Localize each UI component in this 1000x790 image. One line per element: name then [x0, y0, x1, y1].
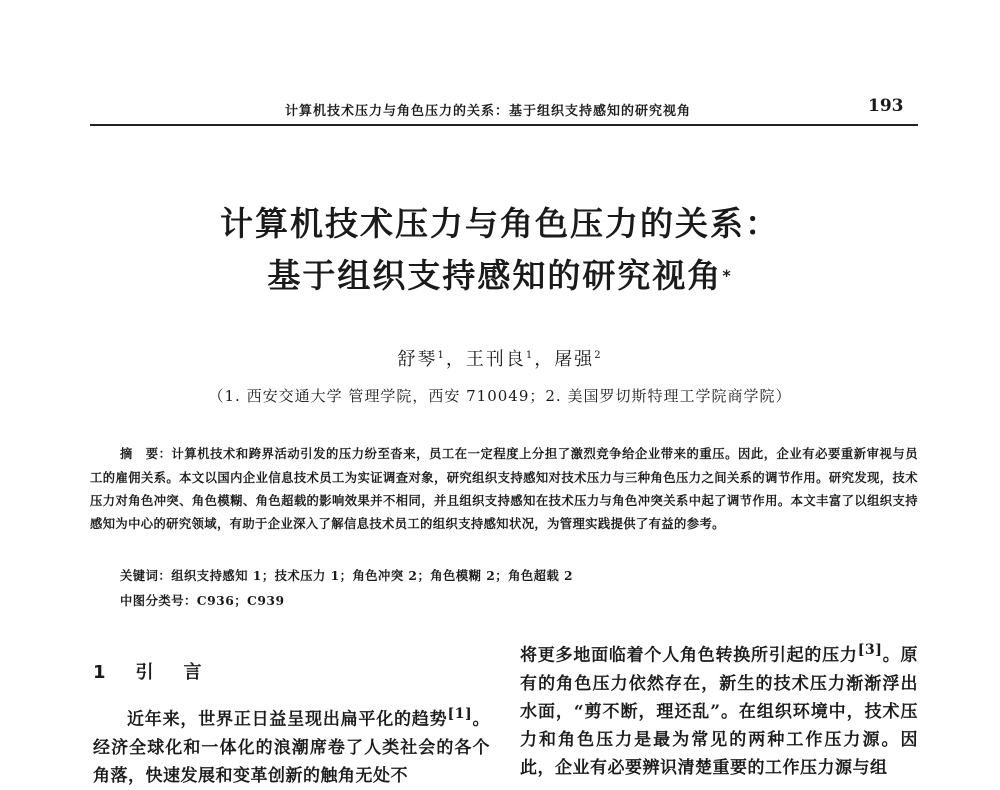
- body-paragraph-right: [520, 636, 918, 782]
- affiliations: （1. 西安交通大学 管理学院，西安 710049；2. 美国罗切斯特理工学院商学院）: [208, 387, 792, 405]
- author-2: 王刊良: [465, 349, 526, 370]
- author-1-affil: 1: [437, 350, 446, 361]
- author-3-affil: 2: [594, 350, 603, 361]
- title-line-2: [0, 250, 1000, 302]
- author-1: 舒琴: [397, 349, 438, 370]
- running-title: 计算机技术压力与角色压力的关系：基于组织支持感知的研究视角: [285, 104, 692, 119]
- citation-right: [3]: [857, 642, 883, 658]
- keywords-label: 关键词：: [120, 569, 172, 583]
- abstract-label: 摘 要：: [120, 447, 172, 461]
- section-heading: [93, 658, 208, 684]
- paper-title: [0, 198, 1000, 302]
- title-line-1: 计算机技术压力与角色压力的关系：: [220, 204, 780, 243]
- author-separator: ，: [445, 349, 466, 370]
- author-separator-2: ，: [534, 349, 555, 370]
- clc-label: 中图分类号：: [120, 594, 197, 608]
- section-title: 引 言: [135, 662, 208, 683]
- body-column-right: [520, 636, 918, 782]
- keywords-text: 组织支持感知 1；技术压力 1；角色冲突 2；角色模糊 2；角色超载 2: [171, 568, 574, 583]
- section-number: 1: [93, 662, 112, 683]
- citation: [1]: [447, 706, 473, 722]
- author-list: [0, 345, 1000, 371]
- author-3: 屠强: [554, 349, 595, 370]
- body-text-right-punct: 。: [882, 645, 901, 666]
- body-text: 近年来，世界正日益呈现出扁平化的趋势: [127, 709, 448, 730]
- body-column-left: [93, 700, 490, 790]
- page-number: 193: [868, 96, 904, 116]
- body-text-cont: 。经济全球化和一体化的浪潮席卷了人类社会的各个角落，快速发展和变革创新的触角无处不: [93, 709, 491, 786]
- classification-number: [120, 591, 285, 609]
- body-text-right-rest: 原有的角色压力依然存在，新生的技术压力渐渐浮出水面，“剪不断，理还乱”。在组织环境中，技术压力和角色压力是最为常见的两种工作压力源。因此，企业有必要辨识清楚重要的工作压力源与组: [520, 645, 919, 778]
- title-footnote-mark: *: [722, 266, 733, 285]
- clc-text: C936；C939: [196, 593, 285, 608]
- keywords: [120, 566, 573, 584]
- abstract-text: 计算机技术和跨界活动引发的压力纷至沓来，员工在一定程度上分担了激烈竞争给企业带来的重压。因此，企业有必要重新审视与员工的雇佣关系。本文以国内企业信息技术员工为实证调查对象，研究组织支持感知对技术压力与三种角色压力之间关系的调节作用。研究发现，技术压力对角色冲突、角色模糊、角色超载的影响效果并不相同，并且组织支持感知在技术压力与角色冲突关系中起了调节作用。本文丰富了以组织支持感知为中心的研究领域，有助于企业深入了解信息技术员工的组织支持感知状况，为管理实践提供了有益的参考。: [90, 446, 918, 531]
- body-paragraph: [93, 700, 490, 790]
- abstract: [90, 442, 918, 535]
- title-line-2-text: 基于组织支持感知的研究视角: [267, 256, 723, 295]
- header-rule: [90, 124, 918, 126]
- running-head: [0, 96, 1000, 122]
- body-text-right: 将更多地面临着个人角色转换所引起的压力: [520, 645, 858, 666]
- author-2-affil: 1: [525, 350, 535, 361]
